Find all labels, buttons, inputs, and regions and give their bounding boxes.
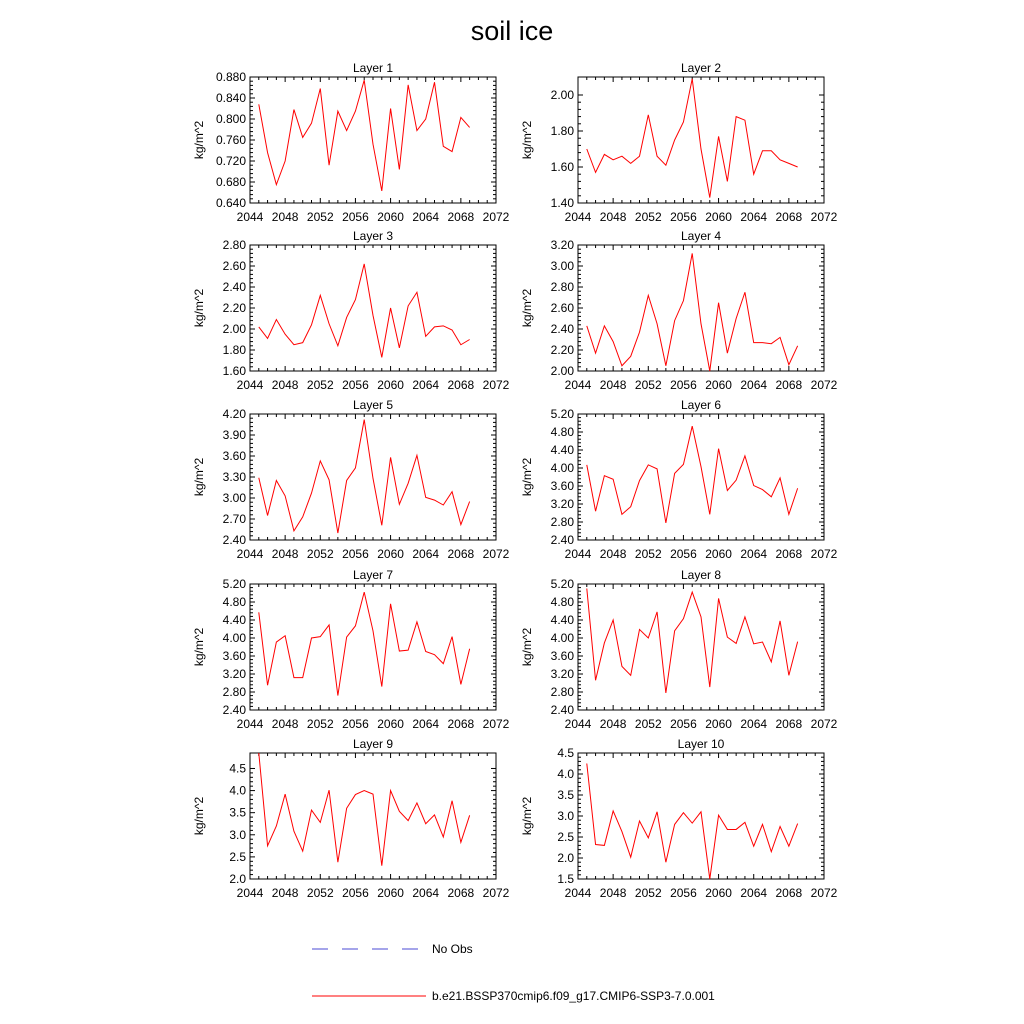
x-tick-label: 2052	[306, 717, 334, 731]
y-tick-label: 3.20	[550, 238, 574, 252]
x-tick-label: 2056	[670, 886, 697, 900]
y-tick-label: 4.00	[550, 461, 574, 475]
x-tick-label: 2060	[377, 717, 404, 731]
x-tick-label: 2048	[599, 547, 627, 561]
panel-title: Layer 1	[352, 61, 394, 75]
plot-frame	[250, 77, 496, 203]
plot-frame	[250, 584, 496, 710]
panel-title: Layer 9	[352, 737, 394, 751]
y-tick-label: 2.40	[550, 322, 574, 336]
x-tick-label: 2052	[306, 547, 334, 561]
y-tick-label: 3.20	[550, 497, 574, 511]
x-tick-label: 2064	[412, 210, 440, 224]
y-tick-label: 2.40	[222, 533, 246, 547]
y-tick-label: 4.40	[550, 443, 574, 457]
panel-title: Layer 7	[352, 568, 394, 582]
y-axis-label: kg/m^2	[520, 627, 534, 667]
y-axis-label: kg/m^2	[192, 288, 206, 328]
x-tick-label: 2072	[810, 717, 838, 731]
plot-frame	[578, 414, 824, 540]
x-tick-label: 2044	[564, 886, 592, 900]
y-tick-label: 2.70	[222, 512, 246, 526]
x-tick-label: 2052	[634, 886, 662, 900]
x-tick-label: 2056	[342, 210, 369, 224]
y-tick-label: 2.00	[222, 322, 246, 336]
y-tick-label: 2.0	[229, 872, 246, 886]
y-tick-label: 4.80	[222, 595, 246, 609]
y-tick-label: 5.20	[550, 577, 574, 591]
x-tick-label: 2056	[342, 886, 369, 900]
y-tick-label: 4.5	[557, 746, 574, 760]
x-tick-label: 2048	[271, 547, 299, 561]
page-title: soil ice	[470, 16, 554, 46]
y-tick-label: 2.40	[550, 533, 574, 547]
plot-frame	[578, 584, 824, 710]
x-tick-label: 2056	[670, 547, 697, 561]
x-tick-label: 2048	[599, 210, 627, 224]
y-tick-label: 3.20	[222, 667, 246, 681]
x-tick-label: 2068	[775, 547, 803, 561]
panel-2	[520, 61, 838, 224]
x-tick-label: 2060	[377, 378, 404, 392]
x-tick-label: 2068	[447, 210, 475, 224]
x-tick-label: 2048	[271, 717, 299, 731]
x-tick-label: 2064	[412, 378, 440, 392]
series-line	[259, 264, 470, 357]
y-tick-label: 4.40	[550, 613, 574, 627]
y-axis-label: kg/m^2	[520, 796, 534, 836]
panel-title: Layer 6	[680, 398, 722, 412]
x-tick-label: 2064	[412, 547, 440, 561]
x-tick-label: 2072	[482, 717, 510, 731]
x-tick-label: 2064	[740, 378, 768, 392]
x-tick-label: 2052	[634, 378, 662, 392]
series-line	[587, 253, 798, 371]
x-tick-label: 2044	[564, 547, 592, 561]
y-tick-label: 2.60	[222, 259, 246, 273]
panel-4	[520, 229, 838, 392]
y-tick-label: 2.60	[550, 301, 574, 315]
y-tick-label: 2.00	[550, 364, 574, 378]
y-axis-label: kg/m^2	[520, 457, 534, 497]
x-tick-label: 2044	[236, 717, 264, 731]
y-tick-label: 1.60	[222, 364, 246, 378]
x-tick-label: 2068	[775, 210, 803, 224]
y-axis-label: kg/m^2	[192, 627, 206, 667]
y-tick-label: 3.5	[557, 788, 574, 802]
x-tick-label: 2056	[342, 547, 369, 561]
y-tick-label: 2.80	[550, 280, 574, 294]
x-tick-label: 2056	[670, 210, 697, 224]
y-tick-label: 4.00	[222, 631, 246, 645]
x-tick-label: 2064	[740, 547, 768, 561]
panel-title: Layer 5	[352, 398, 394, 412]
x-tick-label: 2056	[342, 717, 369, 731]
panel-3	[192, 229, 510, 392]
x-tick-label: 2064	[740, 210, 768, 224]
x-tick-label: 2060	[705, 547, 732, 561]
x-tick-label: 2064	[740, 886, 768, 900]
y-tick-label: 2.80	[550, 515, 574, 529]
x-tick-label: 2060	[705, 210, 732, 224]
x-tick-label: 2056	[342, 378, 369, 392]
series-line	[587, 79, 798, 198]
x-tick-label: 2060	[705, 886, 732, 900]
y-axis-label: kg/m^2	[192, 796, 206, 836]
panel-5	[192, 398, 510, 561]
x-tick-label: 2052	[306, 886, 334, 900]
x-tick-label: 2068	[775, 717, 803, 731]
y-tick-label: 3.60	[222, 649, 246, 663]
x-tick-label: 2068	[447, 547, 475, 561]
x-tick-label: 2052	[634, 547, 662, 561]
y-tick-label: 0.680	[215, 175, 246, 189]
series-line	[587, 764, 798, 880]
series-line	[259, 420, 470, 533]
series-line	[587, 426, 798, 523]
x-tick-label: 2048	[271, 886, 299, 900]
y-tick-label: 2.00	[550, 88, 574, 102]
y-tick-label: 3.0	[229, 827, 246, 842]
y-tick-label: 3.60	[550, 479, 574, 493]
panel-title: Layer 4	[680, 229, 722, 243]
y-tick-label: 1.60	[550, 160, 574, 174]
y-tick-label: 2.40	[222, 703, 246, 717]
y-tick-label: 2.0	[557, 851, 574, 865]
y-tick-label: 2.80	[222, 685, 246, 699]
x-tick-label: 2068	[775, 886, 803, 900]
panel-9	[192, 737, 510, 900]
y-tick-label: 0.840	[215, 91, 246, 105]
y-tick-label: 4.20	[222, 407, 246, 421]
y-tick-label: 4.5	[229, 761, 246, 776]
x-tick-label: 2044	[564, 378, 592, 392]
panel-title: Layer 10	[677, 737, 725, 751]
x-tick-label: 2044	[236, 547, 264, 561]
legend-label-obs: No Obs	[432, 942, 473, 956]
y-tick-label: 2.40	[222, 280, 246, 294]
y-tick-label: 0.880	[215, 70, 246, 84]
x-tick-label: 2072	[482, 378, 510, 392]
y-tick-label: 3.30	[222, 470, 246, 484]
y-tick-label: 1.40	[550, 196, 574, 210]
x-tick-label: 2060	[377, 886, 404, 900]
y-tick-label: 3.60	[550, 649, 574, 663]
panel-8	[520, 568, 838, 731]
y-tick-label: 2.5	[229, 849, 246, 864]
x-tick-label: 2044	[236, 210, 264, 224]
y-tick-label: 4.0	[229, 783, 246, 798]
y-tick-label: 4.40	[222, 613, 246, 627]
y-tick-label: 1.80	[222, 343, 246, 357]
y-tick-label: 4.00	[550, 631, 574, 645]
y-tick-label: 4.80	[550, 595, 574, 609]
plot-frame	[578, 77, 824, 203]
x-tick-label: 2060	[705, 378, 732, 392]
panel-6	[520, 398, 838, 561]
x-tick-label: 2044	[236, 378, 264, 392]
x-tick-label: 2060	[377, 547, 404, 561]
y-axis-label: kg/m^2	[520, 288, 534, 328]
plot-frame	[578, 245, 824, 371]
x-tick-label: 2052	[306, 378, 334, 392]
y-axis-label: kg/m^2	[520, 120, 534, 160]
x-tick-label: 2068	[775, 378, 803, 392]
x-tick-label: 2048	[271, 210, 299, 224]
y-tick-label: 3.00	[222, 491, 246, 505]
x-tick-label: 2064	[412, 717, 440, 731]
x-tick-label: 2048	[599, 886, 627, 900]
y-tick-label: 0.720	[215, 154, 246, 168]
y-tick-label: 1.5	[557, 872, 574, 886]
y-tick-label: 3.60	[222, 449, 246, 463]
x-tick-label: 2072	[810, 547, 838, 561]
y-tick-label: 2.80	[550, 685, 574, 699]
series-line	[587, 589, 798, 693]
x-tick-label: 2056	[670, 717, 697, 731]
x-tick-label: 2060	[377, 210, 404, 224]
x-tick-label: 2072	[810, 886, 838, 900]
legend-label-model: b.e21.BSSP370cmip6.f09_g17.CMIP6-SSP3-7.0.001	[432, 989, 715, 1003]
x-tick-label: 2072	[482, 886, 510, 900]
y-tick-label: 3.90	[222, 428, 246, 442]
y-tick-label: 0.800	[215, 112, 246, 126]
x-tick-label: 2064	[740, 717, 768, 731]
x-tick-label: 2068	[447, 886, 475, 900]
x-tick-label: 2072	[810, 378, 838, 392]
y-tick-label: 3.0	[557, 809, 574, 823]
y-tick-label: 2.20	[550, 343, 574, 357]
x-tick-label: 2048	[599, 378, 627, 392]
series-line	[259, 753, 470, 866]
y-tick-label: 4.0	[557, 767, 574, 781]
y-tick-label: 5.20	[222, 577, 246, 591]
panel-title: Layer 3	[352, 229, 394, 243]
y-tick-label: 2.20	[222, 301, 246, 315]
y-tick-label: 2.40	[550, 703, 574, 717]
x-tick-label: 2048	[599, 717, 627, 731]
x-tick-label: 2044	[236, 886, 264, 900]
x-tick-label: 2064	[412, 886, 440, 900]
x-tick-label: 2072	[810, 210, 838, 224]
panel-1	[192, 61, 510, 224]
y-tick-label: 3.20	[550, 667, 574, 681]
x-tick-label: 2044	[564, 717, 592, 731]
x-tick-label: 2072	[482, 210, 510, 224]
panel-title: Layer 8	[680, 568, 722, 582]
x-tick-label: 2048	[271, 378, 299, 392]
x-tick-label: 2060	[705, 717, 732, 731]
x-tick-label: 2056	[670, 378, 697, 392]
x-tick-label: 2044	[564, 210, 592, 224]
plot-frame	[250, 753, 496, 879]
x-tick-label: 2052	[634, 210, 662, 224]
panel-10	[520, 737, 838, 900]
series-line	[259, 592, 470, 696]
x-tick-label: 2068	[447, 378, 475, 392]
y-tick-label: 0.760	[215, 133, 246, 147]
y-tick-label: 2.5	[557, 830, 574, 844]
panel-title: Layer 2	[680, 61, 722, 75]
x-tick-label: 2068	[447, 717, 475, 731]
x-tick-label: 2052	[306, 210, 334, 224]
series-line	[259, 80, 470, 191]
y-tick-label: 2.80	[222, 238, 246, 252]
y-tick-label: 4.80	[550, 425, 574, 439]
y-axis-label: kg/m^2	[192, 120, 206, 160]
y-tick-label: 0.640	[215, 196, 246, 210]
y-tick-label: 1.80	[550, 124, 574, 138]
y-tick-label: 3.00	[550, 259, 574, 273]
plot-frame	[250, 245, 496, 371]
y-tick-label: 3.5	[229, 805, 246, 820]
y-axis-label: kg/m^2	[192, 457, 206, 497]
y-tick-label: 5.20	[550, 407, 574, 421]
x-tick-label: 2072	[482, 547, 510, 561]
x-tick-label: 2052	[634, 717, 662, 731]
panel-7	[192, 568, 510, 731]
